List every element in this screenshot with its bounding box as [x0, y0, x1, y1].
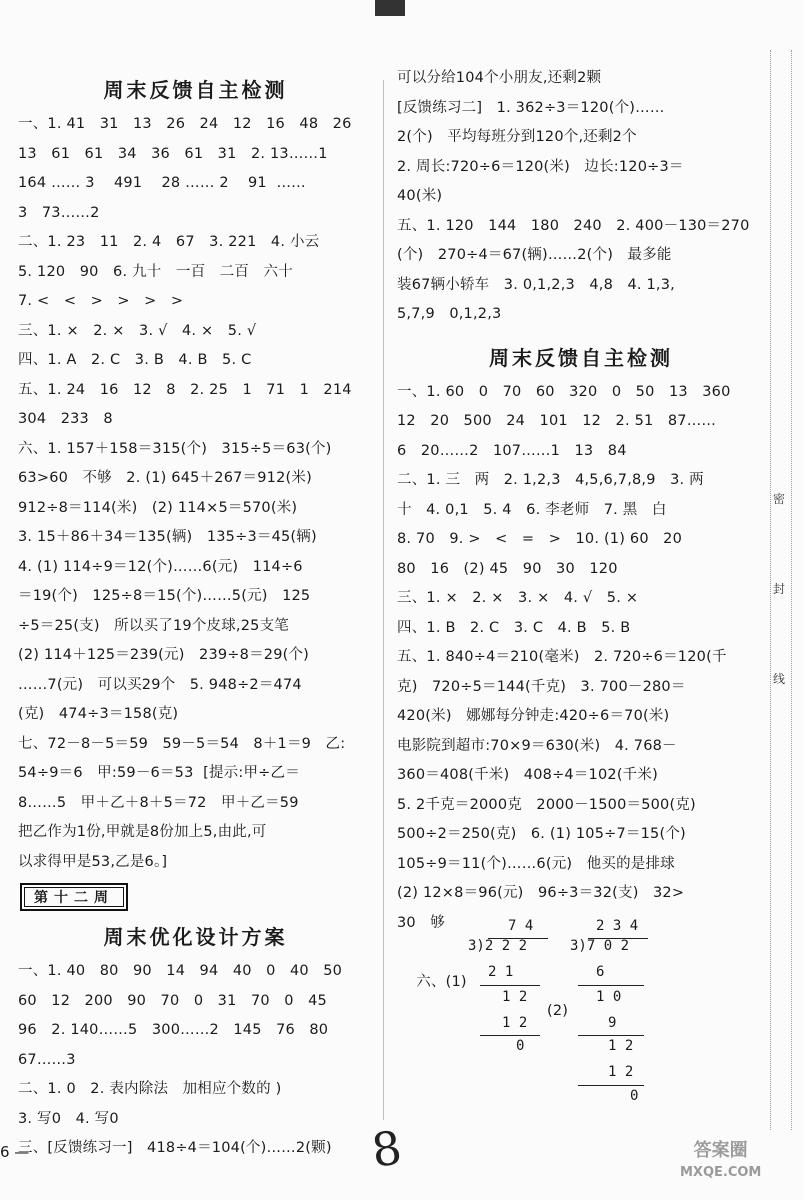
step: 1 2	[502, 1015, 528, 1031]
answer-line: 8……5 甲＋乙＋8＋5＝72 甲＋乙＝59	[18, 794, 299, 811]
answer-line: 2(个) 平均每班分到120个,还剩2个	[397, 129, 637, 145]
answer-line: 164 …… 3 491 28 …… 2 91 ……	[18, 175, 306, 191]
answer-line: 60 12 200 90 70 0 31 70 0 45	[18, 992, 327, 1009]
answer-line: 5,7,9 0,1,2,3	[397, 306, 502, 322]
answer-line: 105÷9＝11(个)……6(元) 他买的是排球	[397, 855, 675, 872]
answer-line: 一、1. 60 0 70 60 320 0 50 13 360	[397, 383, 731, 400]
answer-line: 80 16 (2) 45 90 30 120	[397, 560, 618, 577]
step: 1 0	[596, 989, 622, 1005]
division-label-2: (2)	[547, 1003, 569, 1019]
answer-block-3	[397, 64, 765, 330]
page-number: 6 —	[0, 1143, 30, 1161]
answer-line: 360＝408(千米) 408÷4＝102(千米)	[397, 767, 658, 783]
seal-char: 密	[773, 492, 786, 506]
answer-line: (克) 474÷3＝158(克)	[18, 706, 179, 722]
week-badge: 第十二周	[20, 883, 128, 911]
quotient: 7 4	[508, 918, 534, 934]
answer-line: 电影院到超市:70×9＝630(米) 4. 768－	[397, 737, 677, 754]
answer-line: 30 够	[397, 914, 445, 931]
answer-line: 二、1. 0 2. 表内除法 加相应个数的 )	[18, 1081, 282, 1097]
answer-line: 五、1. 120 144 180 240 2. 400－130＝270	[397, 217, 750, 234]
answer-line: 二、1. 23 11 2. 4 67 3. 221 4. 小云	[18, 234, 320, 250]
section-title: 周末优化设计方案	[103, 925, 288, 949]
step: 9	[608, 1015, 617, 1031]
answer-line: 63>60 不够 2. (1) 645＋267＝912(米)	[18, 470, 312, 486]
answer-line: 67……3	[18, 1051, 76, 1068]
quotient: 2 3 4	[596, 918, 639, 934]
seal-char: 封	[773, 582, 786, 596]
answer-line: 四、1. B 2. C 3. C 4. B 5. B	[397, 619, 631, 636]
answer-line: 3. 写0 4. 写0	[18, 1110, 119, 1127]
answer-line: 96 2. 140……5 300……2 145 76 80	[18, 1022, 329, 1038]
remainder: 0	[516, 1038, 525, 1054]
answer-line: 420(米) 娜娜每分钟走:420÷6＝70(米)	[397, 708, 670, 724]
answer-line: 4. (1) 114÷9＝12(个)……6(元) 114÷6	[18, 558, 303, 575]
answer-line: 8. 70 9. > < = > 10. (1) 60 20	[397, 531, 683, 547]
answer-line: ＝19(个) 125÷8＝15(个)……5(元) 125	[18, 588, 311, 604]
watermark-text: 答案圈	[693, 1140, 748, 1161]
answer-line: 三、1. × 2. × 3. × 4. √ 5. ×	[397, 590, 639, 606]
answer-line: 三、1. × 2. × 3. √ 4. × 5. √	[18, 322, 257, 339]
binding-seal-line	[770, 50, 792, 1130]
watermark-url: MXQE.COM	[680, 1165, 762, 1180]
answer-line: 二、1. 三 两 2. 1,2,3 4,5,6,7,8,9 3. 两	[397, 472, 704, 488]
answer-line: 一、1. 41 31 13 26 24 12 16 48 26	[18, 116, 352, 132]
handwritten-mark: 8	[368, 1120, 405, 1178]
answer-line: 13 61 61 34 36 61 31 2. 13……1	[18, 145, 328, 162]
answer-line: 把乙作为1份,甲就是8份加上5,由此,可	[18, 824, 267, 840]
answer-line: 912÷8＝114(米) (2) 114×5＝570(米)	[18, 499, 298, 516]
answer-line: 克) 720÷5＝144(千克) 3. 700－280＝	[397, 678, 686, 695]
step: 1 2	[502, 989, 528, 1005]
answer-line: (2) 12×8＝96(元) 96÷3＝32(支) 32>	[397, 885, 685, 901]
column-divider	[383, 80, 384, 1120]
section-title: 周末反馈自主检测	[489, 345, 673, 370]
answer-line: 304 233 8	[18, 411, 113, 427]
answer-line: 四、1. A 2. C 3. B 4. B 5. C	[18, 352, 252, 368]
dividend: 3)2 2 2	[468, 938, 528, 954]
top-edge-mark	[375, 0, 405, 16]
answer-line: 5. 2千克＝2000克 2000－1500＝500(克)	[397, 796, 696, 813]
step: 6	[596, 964, 605, 980]
answer-line: 六、1. 157＋158＝315(个) 315÷5＝63(个)	[18, 440, 332, 457]
answer-line: (个) 270÷4＝67(辆)……2(个) 最多能	[397, 247, 672, 263]
watermark	[680, 1140, 761, 1184]
answer-line: 3. 15＋86＋34＝135(辆) 135÷3＝45(辆)	[18, 529, 317, 545]
answer-line: 以求得甲是53,乙是6。]	[18, 853, 168, 870]
answer-line: 可以分给104个小朋友,还剩2颗	[397, 70, 602, 86]
remainder: 0	[630, 1088, 639, 1104]
answer-line: 6 20……2 107……1 13 84	[397, 442, 627, 459]
dividend: 3)7 0 2	[570, 938, 630, 954]
answer-line: 十 4. 0,1 5. 4 6. 李老师 7. 黑 白	[397, 501, 667, 518]
long-division-area	[397, 938, 765, 1168]
answer-line: (2) 114＋125＝239(元) 239÷8＝29(个)	[18, 647, 310, 663]
answer-line: 五、1. 24 16 12 8 2. 25 1 71 1 214	[18, 381, 352, 398]
answer-line: 3 73……2	[18, 204, 100, 221]
answer-line: 三、[反馈练习一] 418÷4＝104(个)……2(颗)	[18, 1140, 332, 1156]
seal-char: 线	[773, 672, 786, 686]
answer-line: ÷5＝25(支) 所以买了19个皮球,25支笔	[18, 617, 289, 634]
answer-line: 装67辆小轿车 3. 0,1,2,3 4,8 4. 1,3,	[397, 276, 675, 293]
section-title: 周末反馈自主检测	[103, 78, 288, 102]
answer-block-1	[18, 110, 373, 877]
answer-line: 五、1. 840÷4＝210(毫米) 2. 720÷6＝120(千	[397, 649, 727, 665]
step: 2 1	[488, 964, 514, 980]
left-column	[18, 70, 373, 1164]
answer-line: 54÷9＝6 甲:59－6＝53 [提示:甲÷乙＝	[18, 765, 300, 781]
answer-block-4	[397, 378, 765, 939]
step: 1 2	[608, 1038, 634, 1054]
answer-line: ……7(元) 可以买29个 5. 948÷2＝474	[18, 676, 302, 693]
step: 1 2	[608, 1064, 634, 1080]
answer-block-2	[18, 957, 373, 1164]
answer-line: 500÷2＝250(克) 6. (1) 105÷7＝15(个)	[397, 826, 686, 842]
answer-line: 40(米)	[397, 188, 443, 204]
division-label-1: 六、(1)	[416, 973, 467, 990]
answer-line: 12 20 500 24 101 12 2. 51 87……	[397, 413, 717, 429]
answer-line: 2. 周长:720÷6＝120(米) 边长:120÷3＝	[397, 158, 684, 175]
answer-line: 5. 120 90 6. 九十 一百 二百 六十	[18, 263, 293, 280]
answer-line: 七、72－8－5＝59 59－5＝54 8＋1＝9 乙:	[18, 735, 346, 752]
right-column	[397, 70, 765, 1168]
answer-line: [反馈练习二] 1. 362÷3＝120(个)……	[397, 99, 665, 116]
answer-line: 一、1. 40 80 90 14 94 40 0 40 50	[18, 963, 343, 979]
answer-line: 7. < < > > > >	[18, 293, 184, 309]
